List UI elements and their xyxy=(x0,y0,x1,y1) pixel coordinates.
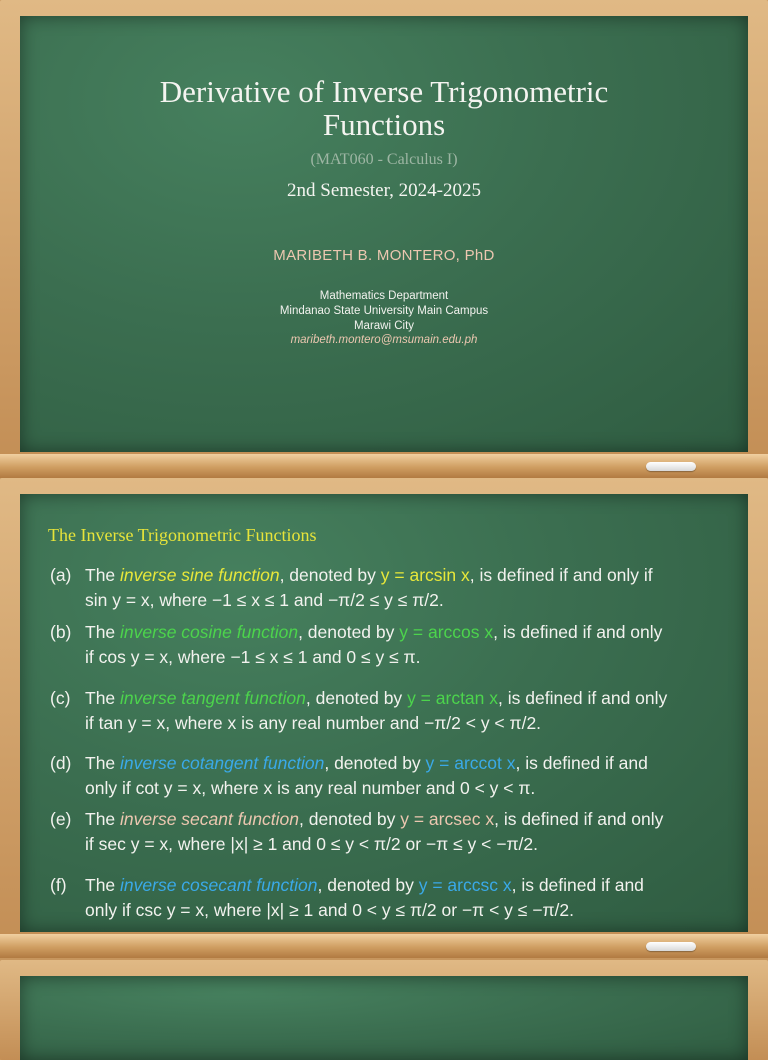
definition-item-a: (a) The inverse sine function, denoted by y = arcsin x, is defined if and only if sin y = x, where −1 ≤ x ≤ 1 and −π/2 ≤ y ≤ π/2. xyxy=(50,563,740,613)
item-label: (c) xyxy=(50,688,71,708)
function-name: inverse secant function xyxy=(120,809,300,829)
function-notation: y = arccos x xyxy=(399,622,494,642)
chalk-piece-2 xyxy=(646,942,696,951)
author-email[interactable]: maribeth.montero@msumain.edu.ph xyxy=(290,334,478,346)
definition-item-c: (c) The inverse tangent function, denoted by y = arctan x, is defined if and only if tan y = x, where x is any real number and −π/2 < y < π/2. xyxy=(50,686,740,736)
function-notation: y = arccsc x xyxy=(418,875,512,895)
slide-3-frame xyxy=(0,960,768,1060)
title-line-2: Functions xyxy=(322,107,446,142)
presentation-title xyxy=(0,75,768,141)
definition-item-e: (e) The inverse secant function, denoted by y = arcsec x, is defined if and only if sec y = x, where |x| ≥ 1 and 0 ≤ y < π/2 or −π ≤ y < −π/2. xyxy=(50,807,740,857)
title-line-1: Derivative of Inverse Trigonometric xyxy=(159,74,609,109)
definition-condition: sin y = x, where −1 ≤ x ≤ 1 and −π/2 ≤ y ≤ π/2. xyxy=(85,590,444,610)
chalk-piece-1 xyxy=(646,462,696,471)
function-notation: y = arcsin x xyxy=(380,565,470,585)
slide-1-frame xyxy=(0,0,768,468)
item-label: (f) xyxy=(50,875,67,895)
function-name: inverse cosine function xyxy=(120,622,299,642)
slide-2-title: The Inverse Trigonometric Functions xyxy=(48,525,317,545)
function-name: inverse tangent function xyxy=(120,688,306,708)
semester: 2nd Semester, 2024-2025 xyxy=(287,180,481,201)
definition-item-b: (b) The inverse cosine function, denoted by y = arccos x, is defined if and only if cos y = x, where −1 ≤ x ≤ 1 and 0 ≤ y ≤ π. xyxy=(50,620,740,670)
definition-condition: if tan y = x, where x is any real number and −π/2 < y < π/2. xyxy=(85,713,542,733)
definition-item-d: (d) The inverse cotangent function, denoted by y = arccot x, is defined if and only if cot y = x, where x is any real number and 0 < y < π. xyxy=(50,751,740,801)
definition-condition: only if cot y = x, where x is any real number and 0 < y < π. xyxy=(85,778,536,798)
slide-3-chalkboard xyxy=(20,976,748,1060)
function-notation: y = arctan x xyxy=(407,688,499,708)
author-name: MARIBETH B. MONTERO, PhD xyxy=(273,247,495,264)
definition-condition: if cos y = x, where −1 ≤ x ≤ 1 and 0 ≤ y ≤ π. xyxy=(85,647,421,667)
item-label: (b) xyxy=(50,622,72,642)
course-subtitle: (MAT060 - Calculus I) xyxy=(310,151,458,168)
department: Mathematics Department xyxy=(319,290,449,302)
item-label: (a) xyxy=(50,565,72,585)
function-name: inverse cotangent function xyxy=(120,753,325,773)
function-name: inverse sine function xyxy=(120,565,280,585)
definition-item-f: (f) The inverse cosecant function, denoted by y = arccsc x, is defined if and only if csc y = x, where |x| ≥ 1 and 0 < y ≤ π/2 or −π < y ≤ −π/2. xyxy=(50,873,740,923)
function-notation: y = arcsec x xyxy=(400,809,495,829)
author-affiliation xyxy=(0,289,768,334)
function-name: inverse cosecant function xyxy=(120,875,318,895)
definition-condition: only if csc y = x, where |x| ≥ 1 and 0 < y ≤ π/2 or −π < y ≤ −π/2. xyxy=(85,900,574,920)
city: Marawi City xyxy=(353,320,415,332)
item-label: (d) xyxy=(50,753,72,773)
function-notation: y = arccot x xyxy=(425,753,516,773)
university: Mindanao State University Main Campus xyxy=(279,305,489,317)
definition-condition: if sec y = x, where |x| ≥ 1 and 0 ≤ y < π/2 or −π ≤ y < −π/2. xyxy=(85,834,539,854)
item-label: (e) xyxy=(50,809,72,829)
